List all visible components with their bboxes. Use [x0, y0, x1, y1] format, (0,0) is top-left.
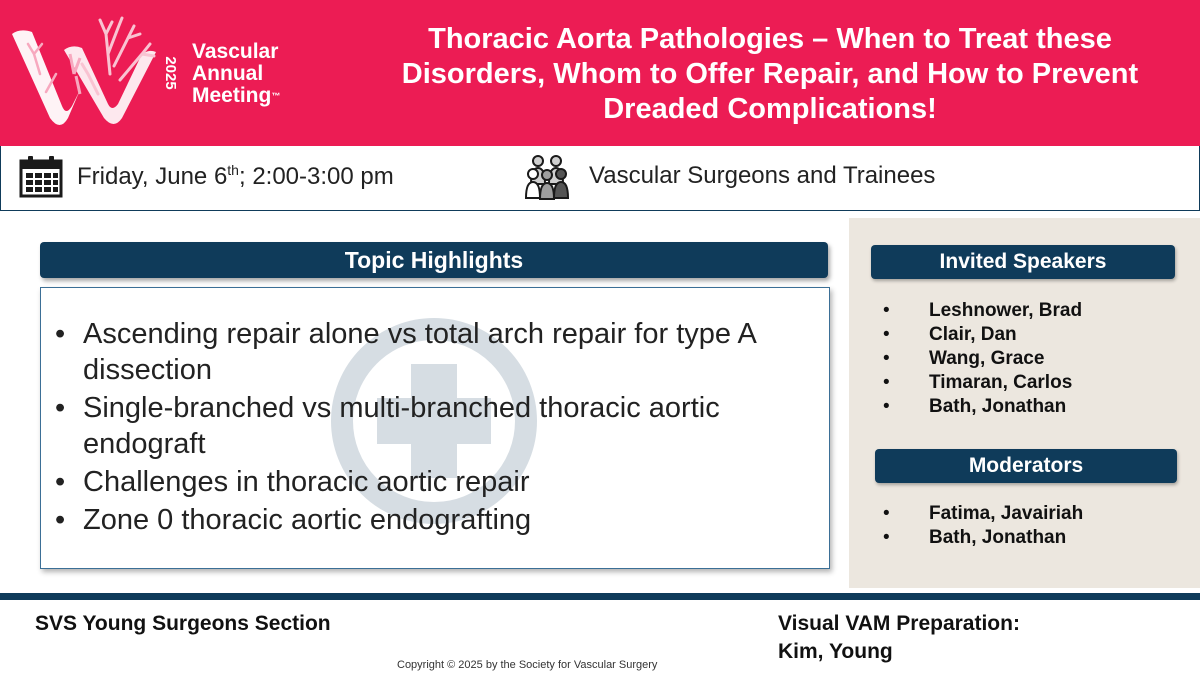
target-audience: Vascular Surgeons and Trainees	[589, 162, 936, 189]
speakers-panel	[849, 218, 1200, 588]
footer-divider	[0, 593, 1200, 600]
topic-highlights-box	[40, 287, 830, 569]
copyright-notice: Copyright © 2025 by the Society for Vascular Surgery	[397, 659, 658, 671]
list-item: • Single-branched vs multi-branched thoracic aortic endograft	[55, 390, 815, 462]
invited-speakers-heading: Invited Speakers	[871, 245, 1175, 279]
header-banner	[0, 0, 1200, 146]
logo-line-3: Meeting	[192, 84, 272, 107]
logo-trademark: ™	[271, 91, 281, 101]
list-item: • Zone 0 thoracic aortic endografting	[55, 502, 815, 538]
list-item: • Leshnower, Brad	[883, 299, 1082, 323]
moderators-heading: Moderators	[875, 449, 1177, 483]
vam-logo	[10, 14, 180, 126]
list-item: • Clair, Dan	[883, 323, 1082, 347]
list-item: • Wang, Grace	[883, 347, 1082, 371]
logo-line-1: Vascular	[192, 40, 279, 63]
list-item: • Bath, Jonathan	[883, 395, 1082, 419]
list-item: • Ascending repair alone vs total arch repair for type A dissection	[55, 316, 815, 388]
footer-section-name: SVS Young Surgeons Section	[35, 612, 331, 635]
logo-wordmark	[192, 41, 280, 107]
calendar-icon	[19, 154, 63, 198]
list-item: • Challenges in thoracic aortic repair	[55, 464, 815, 500]
topic-highlights-heading: Topic Highlights	[40, 242, 828, 278]
logo-year	[160, 38, 180, 108]
footer-preparation-credit: Visual VAM Preparation: Kim, Young	[778, 612, 1020, 663]
people-icon	[523, 154, 571, 200]
session-date: Friday, June 6th; 2:00-3:00 pm	[77, 162, 394, 190]
session-info-bar	[0, 146, 1200, 211]
list-item: • Timaran, Carlos	[883, 371, 1082, 395]
session-title: Thoracic Aorta Pathologies – When to Treat these Disorders, Whom to Offer Repair, and How to Prevent Dreaded Complications!	[401, 23, 1139, 125]
list-item: • Bath, Jonathan	[883, 526, 1083, 550]
list-item: • Fatima, Javairiah	[883, 502, 1083, 526]
logo-line-2: Annual	[192, 62, 264, 85]
svg-text:2025: 2025	[162, 56, 180, 90]
invited-speakers-list	[883, 299, 1082, 419]
moderators-list	[883, 502, 1083, 550]
topic-list	[55, 316, 815, 540]
